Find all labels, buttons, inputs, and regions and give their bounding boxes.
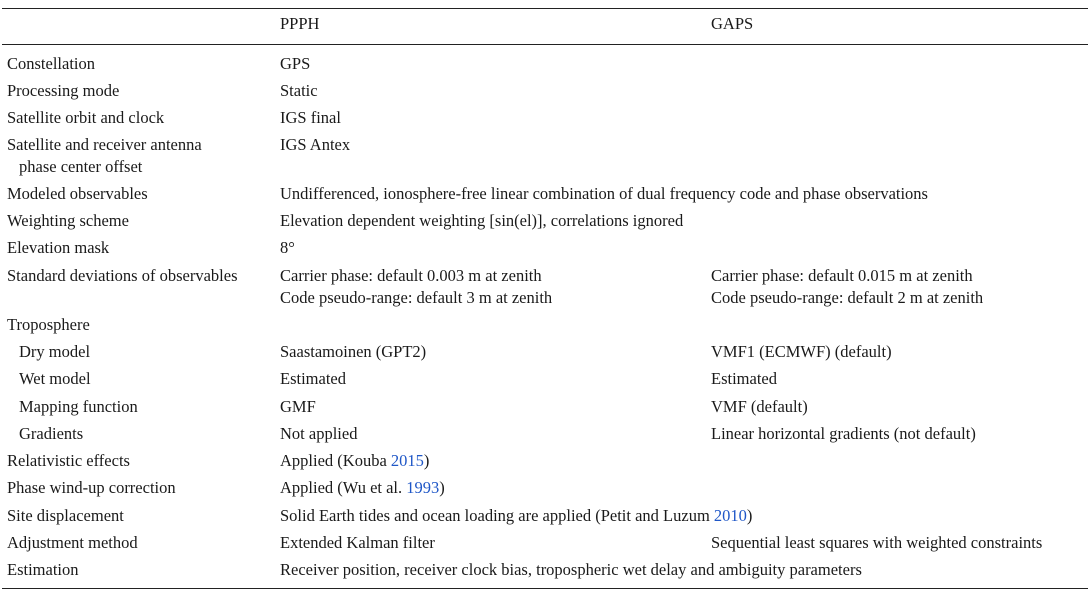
row-label-dry-model: Dry model [19, 342, 91, 361]
cell-estimation: Receiver position, receiver clock bias, tropospheric wet delay and ambiguity parameters [280, 560, 862, 579]
cell-adjustment-gaps: Sequential least squares with weighted constraints [711, 533, 1043, 552]
row-label-std-dev: Standard deviations of observables [7, 266, 238, 285]
row-label-gradients: Gradients [19, 424, 84, 443]
cell-text: ) [439, 478, 445, 497]
cell-mapping-gaps: VMF (default) [711, 397, 808, 416]
cell-std-dev-ppph-line1: Carrier phase: default 0.003 m at zenith [280, 266, 542, 285]
cell-text: Applied (Wu et al. [280, 478, 407, 497]
row-label-modeled-observables: Modeled observables [7, 184, 148, 203]
cell-constellation-ppph: GPS [280, 54, 311, 73]
row-label-processing-mode: Processing mode [7, 81, 120, 100]
cell-elevation-mask: 8° [280, 238, 295, 257]
cell-gradients-ppph: Not applied [280, 424, 358, 443]
row-label-troposphere: Troposphere [7, 315, 90, 334]
row-label-relativistic: Relativistic effects [7, 451, 130, 470]
cell-std-dev-gaps-line2: Code pseudo-range: default 2 m at zenith [711, 288, 984, 307]
row-label-constellation: Constellation [7, 54, 95, 73]
cell-weighting: Elevation dependent weighting [sin(el)], correlations ignored [280, 211, 684, 230]
cell-text: ) [746, 506, 753, 525]
row-label-antenna-line2: phase center offset [19, 157, 143, 176]
row-label-mapping-function: Mapping function [19, 397, 138, 416]
cell-text: Applied (Kouba [280, 451, 391, 470]
row-label-elevation-mask: Elevation mask [7, 238, 110, 257]
citation-link-petit-2010[interactable]: 2010 [713, 506, 747, 525]
header-ppph: PPPH [280, 14, 320, 33]
cell-std-dev-ppph-line2: Code pseudo-range: default 3 m at zenith [280, 288, 553, 307]
row-label-windup: Phase wind-up correction [7, 478, 176, 497]
cell-adjustment-ppph: Extended Kalman filter [280, 533, 435, 552]
cell-antenna-ppph: IGS Antex [280, 135, 351, 154]
cell-dry-model-gaps: VMF1 (ECMWF) (default) [711, 342, 892, 361]
citation-link-kouba-2015[interactable]: 2015 [390, 451, 424, 470]
bottom-rule [2, 588, 1088, 589]
cell-mapping-ppph: GMF [280, 397, 316, 416]
cell-processing-mode-ppph: Static [280, 81, 318, 100]
cell-gradients-gaps: Linear horizontal gradients (not default) [711, 424, 976, 443]
header-rule [2, 44, 1088, 45]
row-label-site-displacement: Site displacement [7, 506, 124, 525]
row-label-adjustment: Adjustment method [7, 533, 138, 552]
cell-site-displacement [280, 505, 752, 527]
cell-orbit-clock-ppph: IGS final [280, 108, 341, 127]
citation-link-wu-1993[interactable]: 1993 [406, 478, 440, 497]
cell-windup [280, 477, 445, 499]
cell-text: ) [423, 451, 430, 470]
cell-modeled-observables: Undifferenced, ionosphere-free linear combination of dual frequency code and phase observations [280, 184, 928, 203]
row-label-antenna-line1: Satellite and receiver antenna [7, 135, 202, 154]
cell-wet-model-gaps: Estimated [711, 369, 777, 388]
row-label-wet-model: Wet model [19, 369, 91, 388]
cell-relativistic [280, 450, 429, 472]
header-gaps: GAPS [711, 14, 754, 33]
top-rule [2, 8, 1088, 9]
cell-std-dev-gaps-line1: Carrier phase: default 0.015 m at zenith [711, 266, 973, 285]
row-label-weighting: Weighting scheme [7, 211, 129, 230]
cell-wet-model-ppph: Estimated [280, 369, 346, 388]
row-label-estimation: Estimation [7, 560, 79, 579]
cell-dry-model-ppph: Saastamoinen (GPT2) [280, 342, 427, 361]
row-label-orbit-clock: Satellite orbit and clock [7, 108, 165, 127]
cell-text: Solid Earth tides and ocean loading are applied (Petit and Luzum [280, 506, 714, 525]
